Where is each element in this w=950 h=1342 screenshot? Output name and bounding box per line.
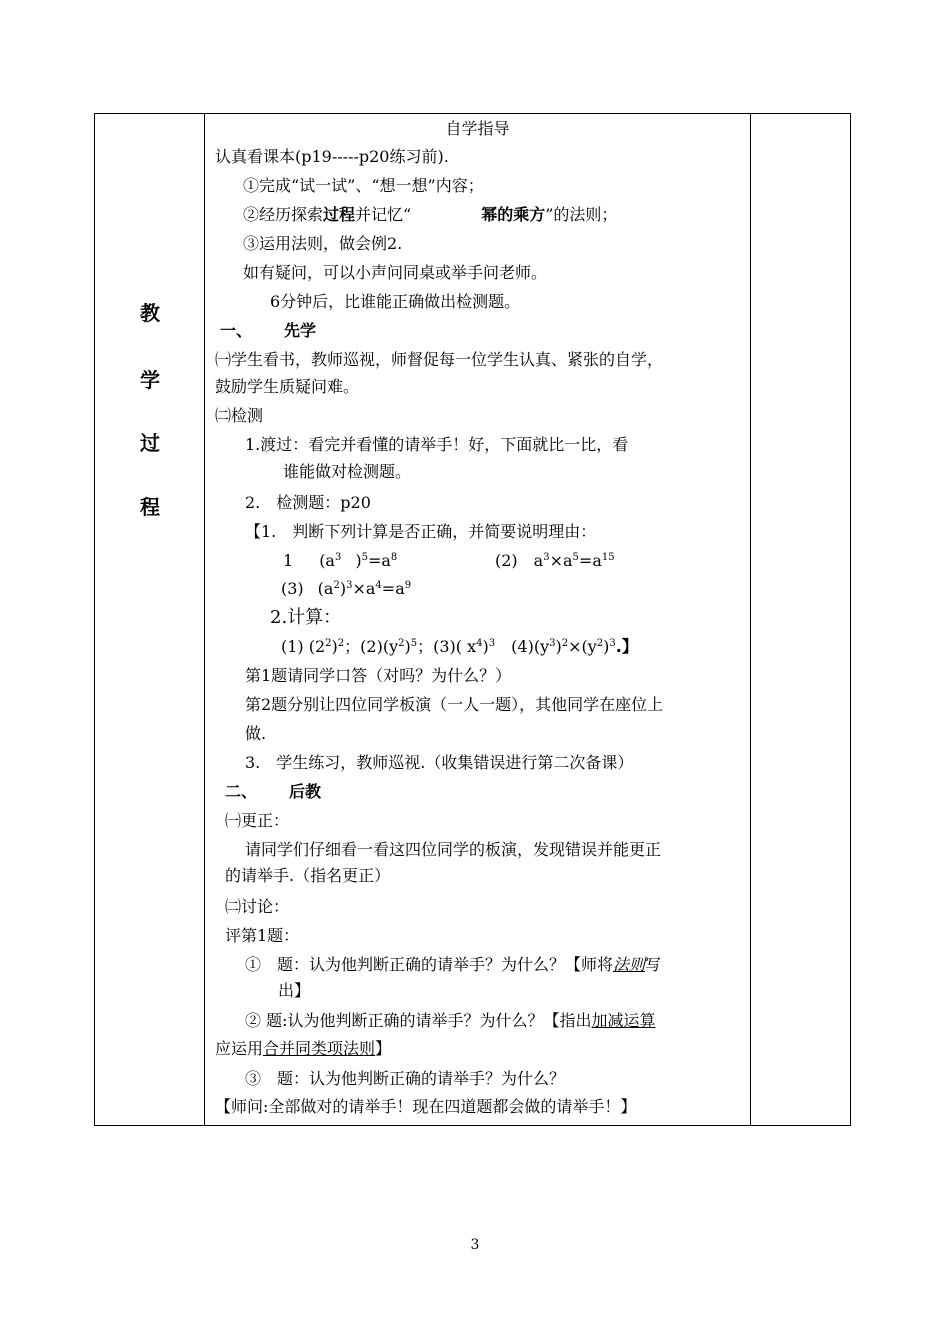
text-line: 应运用合并同类项法则】 <box>215 1039 392 1058</box>
column-divider-left <box>204 114 205 1125</box>
text-line: 3. 学生练习，教师巡视.（收集错误进行第二次备课） <box>245 753 634 772</box>
text-line: 做. <box>245 724 267 743</box>
text-line: 第2题分别让四位同学板演（一人一题），其他同学在座位上 <box>245 695 664 714</box>
text-line: ③运用法则，做会例2. <box>243 234 403 253</box>
section-heading: 二、 后教 <box>225 782 322 801</box>
section-heading: 一、 先学 <box>220 321 317 340</box>
math-calc: (1) $(2^2)^2$；$(2)(y^2)^5$；(3)( $x^4)^3$ $(4)(y^3)^2\times(y^2)^3$.】 <box>281 637 638 656</box>
lesson-table <box>94 113 851 1126</box>
text-line: 第1题请同学口答（对吗？为什么？） <box>245 666 512 685</box>
text-line: 评第1题： <box>225 926 300 945</box>
text-line: 的请举手.（指名更正） <box>225 866 391 885</box>
math-q1: 1 ($a^3$ )$^5=a^8$ <box>283 551 398 570</box>
text-line: 6分钟后，比谁能正确做出检测题。 <box>270 292 521 311</box>
text-line: 2. 检测题：p20 <box>245 493 371 512</box>
text-line: ② 题:认为他判断正确的请举手？为什么？【指出加减运算 <box>245 1011 656 1030</box>
text-line: 1.渡过：看完并看懂的请举手！好，下面就比一比，看 <box>245 435 629 454</box>
text-line: 鼓励学生质疑问难。 <box>215 377 360 396</box>
text-line: ①完成“试一试”、“想一想”内容； <box>243 176 484 195</box>
text-line: ③ 题：认为他判断正确的请举手？为什么？ <box>245 1069 566 1088</box>
text-line: ㈠更正： <box>225 811 290 830</box>
text-line: 如有疑问，可以小声问同桌或举手问老师。 <box>243 263 548 282</box>
section-title: 自学指导 <box>445 119 510 138</box>
text-line: 请同学们仔细看一看这四位同学的板演，发现错误并能更正 <box>245 840 662 859</box>
text-line: 谁能做对检测题。 <box>283 462 412 481</box>
text-line: ㈡讨论： <box>225 897 290 916</box>
math-q3: (3) $(a^2)^3\times a^4=a^9$ <box>281 579 412 598</box>
side-label-char: 教 <box>140 301 160 325</box>
page-number: 3 <box>470 1237 480 1253</box>
side-label-char: 过 <box>140 431 160 455</box>
text-line: 认真看课本(p19-----p20练习前). <box>215 147 449 166</box>
text-line: 【师问:全部做对的请举手！现在四道题都会做的请举手！】 <box>215 1097 637 1116</box>
column-divider-right <box>750 114 751 1125</box>
calc-title: 2.计算： <box>270 607 342 628</box>
math-q2: (2) $a^3\times a^5=a^{15}$ <box>495 551 615 570</box>
text-line: ㈠学生看书，教师巡视，师督促每一位学生认真、紧张的自学， <box>215 350 664 369</box>
text-line: 出】 <box>278 981 311 1000</box>
side-label-char: 程 <box>140 495 160 519</box>
text-line: 【1. 判断下列计算是否正确，并简要说明理由： <box>245 522 597 541</box>
side-label-char: 学 <box>140 368 160 392</box>
text-line: ① 题：认为他判断正确的请举手？为什么？【师将法则写 <box>245 955 662 974</box>
text-line: ㈡检测 <box>215 406 264 425</box>
text-line: ②经历探索过程并记忆“ 幂的乘方”的法则； <box>243 205 618 224</box>
